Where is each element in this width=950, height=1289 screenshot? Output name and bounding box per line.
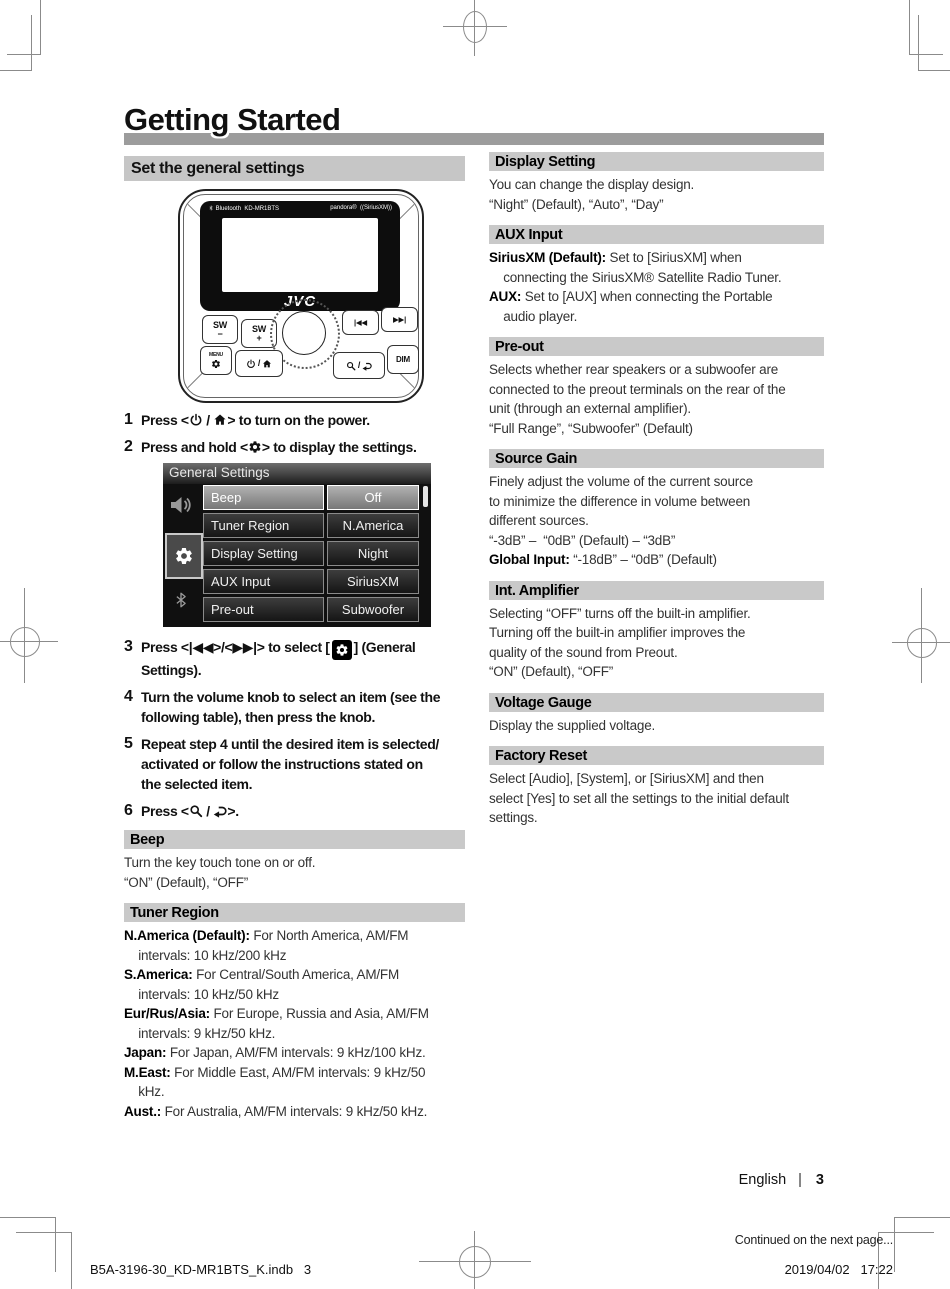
menu-value: Off	[327, 485, 419, 510]
section-body	[489, 600, 824, 684]
step-number: 5	[124, 735, 133, 752]
body-line: “Night” (Default), “Auto”, “Day”	[489, 196, 664, 212]
crop-mark	[0, 70, 32, 71]
section-header: Int. Amplifier	[489, 581, 824, 600]
next-icon: ▶▶|	[392, 314, 407, 324]
registration-mark	[907, 628, 937, 658]
body-line: Select [Audio], [System], or [SiriusXM] and then	[489, 771, 764, 786]
step-4	[124, 687, 465, 727]
body-line: connected to the preout terminals on the rear of the	[489, 381, 786, 397]
section-body	[489, 171, 824, 216]
step-5	[124, 734, 465, 794]
title-block	[124, 102, 824, 148]
body-line: “ON” (Default), “OFF”	[489, 664, 614, 679]
right-column	[489, 152, 824, 830]
body-line: kHz.	[124, 1084, 165, 1099]
body-line: to minimize the difference in volume between	[489, 493, 751, 509]
step-6	[124, 801, 465, 821]
page-footer-language	[739, 1172, 824, 1188]
sw-minus-label: SW	[212, 319, 228, 330]
body-line: Japan: For Japan, AM/FM intervals: 9 kHz/100 kHz.	[124, 1045, 426, 1060]
body-line: SiriusXM (Default): Set to [SiriusXM] when	[489, 250, 742, 265]
body-line: N.America (Default): For North America, AM/FM	[124, 928, 409, 943]
previous-track-button	[342, 310, 379, 335]
section-header-general-settings: Set the general settings	[124, 156, 465, 181]
volume-knob	[282, 311, 326, 355]
siriusxm-logo: ((SiriusXM))	[360, 205, 392, 211]
body-line: Eur/Rus/Asia: For Europe, Russia and Asia, AM/FM	[124, 1006, 429, 1021]
page-number: 3	[815, 1172, 824, 1188]
menu-row-aux-input	[203, 569, 419, 594]
home-icon	[262, 359, 272, 369]
bluetooth-label: Bluetooth	[215, 206, 242, 212]
menu-button	[200, 346, 232, 375]
body-line: unit (through an external amplifier).	[489, 401, 691, 416]
body-line: quality of the sound from Preout.	[489, 644, 678, 660]
menu-row-pre-out	[203, 597, 419, 622]
page-title: Getting Started	[124, 102, 341, 137]
section-header: AUX Input	[489, 225, 824, 244]
crop-mark	[909, 0, 910, 55]
body-line: Global Input: “-18dB” – “0dB” (Default)	[489, 552, 717, 567]
section-header: Display Setting	[489, 152, 824, 171]
body-line: “ON” (Default), “OFF”	[124, 874, 249, 890]
crop-mark	[71, 1232, 72, 1289]
section-pre-out	[489, 337, 824, 440]
gear-icon	[335, 643, 349, 657]
menu-label: Beep	[203, 485, 324, 510]
menu-label: Pre-out	[203, 597, 324, 622]
crop-mark	[7, 54, 41, 55]
registration-mark	[10, 627, 40, 657]
back-icon	[213, 804, 227, 818]
body-line: connecting the SiriusXM® Satellite Radio Tuner.	[489, 269, 782, 285]
power-home-button	[235, 350, 283, 377]
menu-row-tuner-region	[203, 513, 419, 538]
body-line: Selects whether rear speakers or a subwoofer are	[489, 362, 779, 377]
bluetooth-icon	[208, 205, 214, 211]
step-text: Turn the volume knob to select an item (see the following table), then press the knob.	[141, 689, 441, 725]
section-header: Pre-out	[489, 337, 824, 356]
dim-label: DIM	[395, 354, 411, 364]
step-text: Press <|◀◀>/<▶▶|> to select [ ] (General Settings).	[141, 639, 416, 678]
pandora-logo: pandora®	[330, 205, 357, 211]
speaker-icon	[169, 493, 193, 517]
crop-mark	[918, 15, 919, 71]
body-line: intervals: 9 kHz/50 kHz.	[124, 1025, 276, 1041]
crop-mark	[31, 15, 32, 71]
print-datetime: 2019/04/02 17:22	[784, 1262, 893, 1277]
crop-mark	[909, 54, 943, 55]
body-line: different sources.	[489, 513, 589, 528]
language-label: English	[738, 1172, 787, 1188]
section-aux-input	[489, 225, 824, 328]
crop-mark	[55, 1217, 56, 1272]
device-display-panel	[200, 201, 400, 311]
device-illustration	[178, 189, 424, 403]
body-line: Turning off the built-in amplifier improves the	[489, 625, 746, 640]
body-line: intervals: 10 kHz/200 kHz	[124, 947, 287, 963]
crop-mark	[894, 1217, 950, 1218]
step-1	[124, 410, 465, 430]
search-icon	[346, 361, 356, 371]
section-beep	[124, 830, 465, 894]
section-body	[489, 765, 824, 830]
body-line: settings.	[489, 810, 538, 825]
step-number: 6	[124, 802, 133, 819]
power-icon	[189, 413, 203, 427]
step-text: Press < / >.	[141, 803, 239, 819]
body-line: “Full Range”, “Subwoofer” (Default)	[489, 420, 693, 436]
settings-tab-selected	[165, 533, 203, 579]
menu-row-beep	[203, 485, 419, 510]
section-header: Source Gain	[489, 449, 824, 468]
device-model-label: KD-MR1BTS	[244, 206, 280, 212]
sw-minus-sign: −	[217, 328, 223, 339]
body-line: Finely adjust the volume of the current source	[489, 474, 753, 489]
section-display-setting	[489, 152, 824, 216]
print-file-line: B5A-3196-30_KD-MR1BTS_K.indb 3	[90, 1262, 312, 1277]
registration-mark	[459, 1246, 491, 1278]
prev-icon: |◀◀	[353, 317, 368, 327]
search-back-button	[333, 352, 385, 379]
section-body	[489, 244, 824, 328]
search-icon	[189, 804, 203, 818]
sw-plus-sign: +	[256, 332, 262, 343]
body-line: S.America: For Central/South America, AM/FM	[124, 967, 400, 982]
menu-label: Display Setting	[203, 541, 324, 566]
settings-screen-illustration	[163, 463, 431, 627]
section-header: Beep	[124, 830, 465, 849]
section-body	[489, 468, 824, 572]
footer-separator: |	[798, 1172, 802, 1188]
menu-value: N.America	[327, 513, 419, 538]
general-settings-key	[332, 640, 352, 660]
menu-label: AUX Input	[203, 569, 324, 594]
back-icon	[362, 361, 372, 371]
slash-label: /	[357, 360, 361, 370]
body-line: Aust.: For Australia, AM/FM intervals: 9 kHz/50 kHz.	[124, 1103, 428, 1119]
gear-icon	[248, 440, 262, 454]
crop-mark	[918, 70, 950, 71]
body-line: You can change the display design.	[489, 177, 695, 192]
power-icon	[246, 359, 256, 369]
section-header: Tuner Region	[124, 903, 465, 922]
left-column	[124, 156, 465, 1123]
section-body	[124, 849, 465, 894]
sw-minus-button	[202, 315, 238, 344]
body-line: “-3dB” – “0dB” (Default) – “3dB”	[489, 532, 676, 548]
step-3	[124, 637, 465, 680]
step-text: Press < / > to turn on the power.	[141, 412, 370, 428]
settings-menu	[203, 485, 419, 622]
step-number: 1	[124, 411, 133, 428]
dim-button	[387, 345, 419, 374]
crop-mark	[0, 1217, 56, 1218]
step-number: 3	[124, 638, 133, 655]
section-factory-reset	[489, 746, 824, 830]
section-source-gain	[489, 449, 824, 572]
step-number: 4	[124, 688, 133, 705]
crop-mark	[894, 1217, 895, 1272]
body-line: Turn the key touch tone on or off.	[124, 855, 316, 870]
menu-label: Tuner Region	[203, 513, 324, 538]
section-voltage-gauge	[489, 693, 824, 738]
crop-mark	[16, 1232, 72, 1233]
body-line: select [Yes] to set all the settings to the initial default	[489, 790, 789, 806]
body-line: Selecting “OFF” turns off the built-in amplifier.	[489, 605, 751, 621]
bluetooth-icon	[172, 589, 190, 611]
screen-scrollbar	[423, 486, 428, 507]
body-line: Display the supplied voltage.	[489, 717, 656, 733]
menu-value: Night	[327, 541, 419, 566]
section-header: Voltage Gauge	[489, 693, 824, 712]
menu-value: SiriusXM	[327, 569, 419, 594]
section-body	[489, 712, 824, 738]
home-icon	[213, 413, 227, 427]
sw-plus-label: SW	[251, 323, 267, 334]
brand-logo: JVC	[283, 293, 317, 310]
menu-value: Subwoofer	[327, 597, 419, 622]
section-body	[124, 922, 465, 1123]
step-number: 2	[124, 438, 133, 455]
section-body	[489, 356, 824, 440]
slash-label: /	[257, 358, 261, 368]
device-logo-row	[208, 205, 392, 212]
continued-note: Continued on the next page...	[734, 1233, 893, 1247]
menu-row-display-setting	[203, 541, 419, 566]
crop-mark	[40, 0, 41, 55]
body-line: audio player.	[489, 308, 578, 324]
registration-mark	[463, 11, 487, 43]
section-tuner-region	[124, 903, 465, 1123]
gear-icon	[211, 359, 221, 369]
device-left-logos	[208, 205, 279, 212]
body-line: AUX: Set to [AUX] when connecting the Portable	[489, 289, 773, 304]
section-int-amplifier	[489, 581, 824, 684]
section-header: Factory Reset	[489, 746, 824, 765]
screen-title: General Settings	[169, 465, 270, 480]
body-line: intervals: 10 kHz/50 kHz	[124, 986, 279, 1002]
device-right-logos	[330, 205, 392, 212]
menu-label: MENU	[209, 351, 223, 358]
step-2	[124, 437, 465, 457]
next-track-button	[381, 307, 418, 332]
device-screen	[222, 218, 378, 292]
gear-icon	[174, 546, 194, 566]
step-text: Press and hold < > to display the settings.	[141, 439, 417, 455]
step-text: Repeat step 4 until the desired item is selected/ activated or follow the instructions stated on the selected item.	[141, 736, 439, 792]
body-line: M.East: For Middle East, AM/FM intervals: 9 kHz/50	[124, 1064, 426, 1080]
